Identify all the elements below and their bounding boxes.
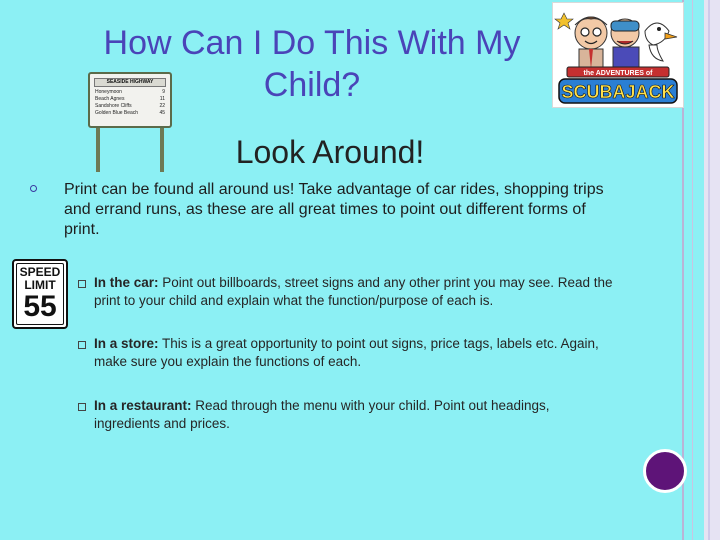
speed-sign-number: 55 (23, 290, 57, 323)
sub-bullet-body: This is a great opportunity to point out signs, price tags, labels etc. Again, make sure you explain the functions of each. (94, 336, 599, 369)
sub-bullet-body: Point out billboards, street signs and any other print you may see. Read the print to your child and explain what the function/purpose of each is. (94, 275, 613, 308)
slide-nav-dot-button[interactable] (643, 449, 687, 493)
highway-sign-row (90, 89, 170, 96)
sign-place: Beach Agnes (95, 96, 125, 102)
highway-sign-image (86, 72, 176, 172)
sign-miles: 11 (159, 96, 165, 102)
square-bullet-icon (78, 341, 86, 349)
speed-sign-inner-border (16, 263, 64, 325)
square-bullet-icon (78, 403, 86, 411)
right-border-strip (704, 0, 720, 540)
sign-place: Golden Blue Beach (95, 110, 139, 116)
speed-sign-line1: SPEED (19, 265, 61, 279)
sub-bullet-lead: In a store: (94, 336, 159, 351)
speed-sign-line2: LIMIT (24, 278, 56, 292)
sign-post-right (160, 128, 164, 172)
sign-miles: 45 (159, 110, 165, 116)
circle-bullet-icon (30, 185, 37, 192)
highway-sign-board (88, 72, 172, 128)
sub-bullet-lead: In the car: (94, 275, 159, 290)
sub-bullet-text (94, 335, 619, 371)
sign-post-left (96, 128, 100, 172)
logo-artwork-icon (553, 3, 683, 107)
sub-bullet-body: Read through the menu with your child. Point out headings, ingredients and prices. (94, 398, 550, 431)
highway-sign-row (90, 96, 170, 103)
highway-sign-header: SEASIDE HIGHWAY (94, 78, 166, 87)
logo-big-text: SCUBAJACK (561, 82, 675, 102)
highway-sign-row (90, 103, 170, 110)
logo-small-text: the ADVENTURES of (583, 70, 653, 77)
slide-subtitle: Look Around! (235, 134, 425, 170)
sub-bullet-lead: In a restaurant: (94, 398, 192, 413)
sign-miles: 9 (162, 89, 165, 95)
right-border-strip-edge (708, 0, 710, 540)
speed-limit-sign-image (12, 259, 68, 329)
sub-bullet-text (94, 397, 619, 433)
right-border-line-thin (692, 0, 693, 540)
sign-place: Sandshore Cliffs (95, 103, 132, 109)
square-bullet-icon (78, 280, 86, 288)
main-bullet-text: Print can be found all around us! Take advantage of car rides, shopping trips and errand runs, as these are all great times to point out different forms of print. (64, 181, 604, 238)
sign-miles: 22 (159, 103, 165, 109)
slide-title: How Can I Do This With My Child? (103, 24, 521, 104)
scubajack-logo (552, 2, 684, 108)
sub-bullet-text (94, 274, 619, 310)
highway-sign-row (90, 110, 170, 117)
sign-place: Honeymoon (95, 89, 122, 95)
